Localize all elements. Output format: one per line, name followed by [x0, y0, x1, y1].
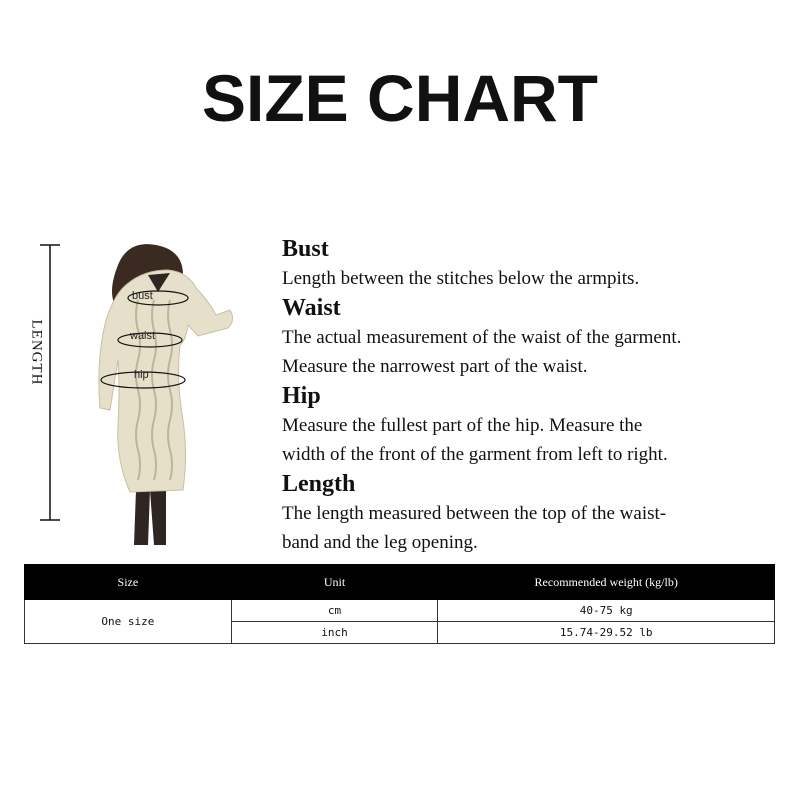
waist-text-line: The actual measurement of the waist of the garment.	[282, 327, 682, 348]
measurement-descriptions	[282, 234, 792, 557]
unit-cell: cm	[231, 600, 438, 622]
page-title: SIZE CHART	[202, 61, 598, 135]
hip-tag: hip	[134, 369, 149, 381]
table-row	[25, 600, 775, 622]
dress-illustration	[88, 240, 238, 550]
waist-section	[282, 293, 792, 381]
weight-cell: 15.74-29.52 lb	[438, 622, 775, 644]
size-column-header: Size	[25, 565, 232, 600]
bust-section	[282, 234, 792, 293]
length-label: LENGTH	[28, 319, 45, 386]
weight-cell: 40-75 kg	[438, 600, 775, 622]
unit-cell: inch	[231, 622, 438, 644]
unit-column-header: Unit	[231, 565, 438, 600]
size-cell: One size	[25, 600, 232, 644]
waist-heading: Waist	[282, 295, 341, 321]
dress-figure	[88, 240, 238, 550]
bust-text-line: Length between the stitches below the armpits.	[282, 268, 640, 289]
waist-tag: waist	[130, 330, 156, 342]
length-heading: Length	[282, 471, 356, 497]
table-header-row	[25, 565, 775, 600]
length-section	[282, 469, 792, 557]
hip-text-line: width of the front of the garment from left to right.	[282, 444, 668, 465]
bust-tag: bust	[132, 290, 153, 302]
size-table	[24, 564, 775, 644]
weight-column-header: Recommended weight (kg/lb)	[438, 565, 775, 600]
length-text-line: band and the leg opening.	[282, 532, 478, 553]
hip-heading: Hip	[282, 383, 321, 409]
hip-section	[282, 381, 792, 469]
hip-text-line: Measure the fullest part of the hip. Measure the	[282, 415, 643, 436]
length-text-line: The length measured between the top of the waist-	[282, 503, 667, 524]
waist-text-line: Measure the narrowest part of the waist.	[282, 356, 588, 377]
bust-heading: Bust	[282, 236, 329, 262]
